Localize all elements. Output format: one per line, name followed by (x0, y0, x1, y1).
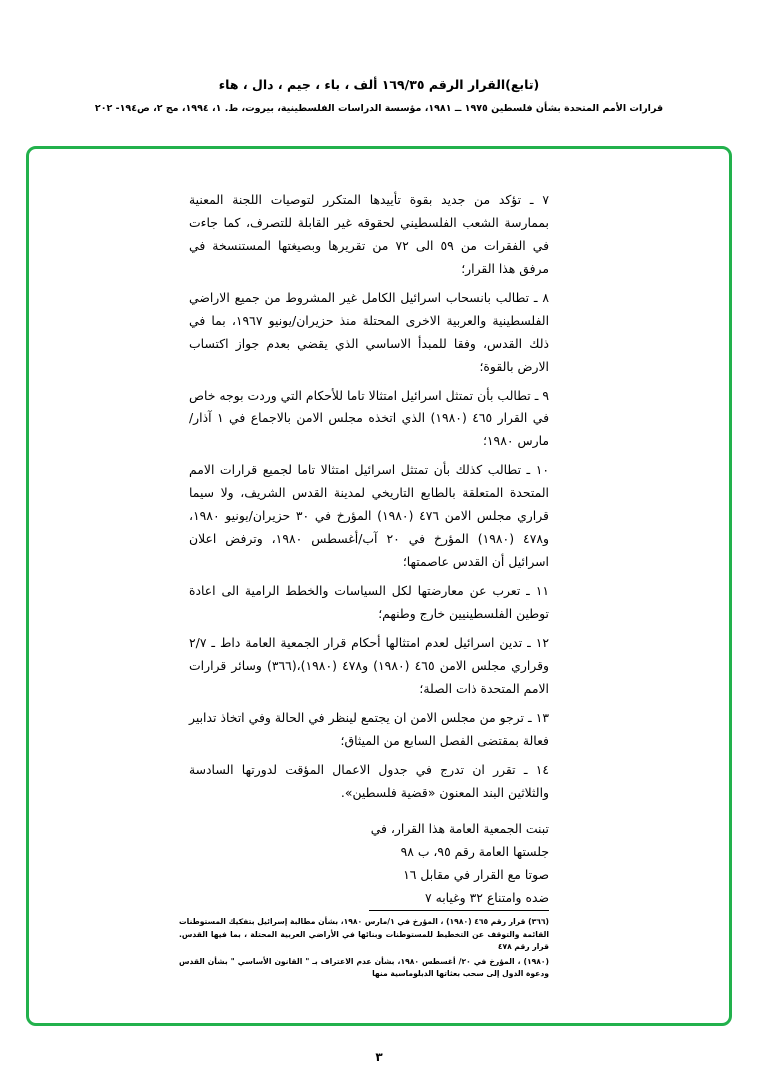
header-subtitle: قرارات الأمم المتحدة بشأن فلسطين ١٩٧٥ ــ ١٩٨١، مؤسسة الدراسات الفلسطينية، بيروت، ط. ١، ١٩٩٤، مج ٢، ص١٩٤- ٢٠٢ (94, 102, 664, 114)
paragraph: ١١ ـ تعرب عن معارضتها لكل السياسات والخطط الرامية الى اعادة توطين الفلسطينيين خارج وطنهم؛ (189, 583, 549, 621)
footnote-item: (٣٦٦) قرار رقم ٤٦٥ (١٩٨٠) ، المؤرخ في ١/مارس ١٩٨٠، بشأن مطالبة إسرائيل بتفكيك المستوطنات القائمة والتوقف عن التخطيط للمستوطنات وبنائها في الأراضي العربية المحتلة ، بما فيها القدس. قرار رقم ٤٧٨ (179, 917, 549, 952)
green-border-frame (26, 146, 732, 1026)
adoption-note (189, 818, 549, 910)
page-number: ٣ (375, 1050, 383, 1064)
paragraph: ١٣ ـ ترجو من مجلس الامن ان يجتمع لينظر في الحالة وفي اتخاذ تدابير فعالة بمقتضى الفصل السابع من الميثاق؛ (189, 709, 549, 748)
paragraph: ٧ ـ تؤكد من جديد بقوة تأييدها المتكرر لتوصيات اللجنة المعنية بممارسة الشعب الفلسطيني لحقوقه غير القابلة للتصرف، كما جاءت في الفقرات من ٥٩ الى ٧٢ من تقريرها وبصيغتها المستنسخة في مرفق هذا القرار؛ (189, 192, 549, 276)
resolution-body (189, 189, 549, 910)
adoption-line: جلستها العامة رقم ٩٥، ب ٩٨ (400, 844, 549, 860)
footnote-item: (١٩٨٠) ، المؤرخ في ٢٠/ أغسطس ١٩٨٠، بشأن عدم الاعتراف بـ " القانون الأساسي " بشأن القدس ودعوة الدول إلى سحب بعثاتها الدبلوماسية منها (179, 956, 549, 979)
paragraph: ١٢ ـ تدين اسرائيل لعدم امتثالها أحكام قرار الجمعية العامة داط ـ ٢/٧ وقراري مجلس الامن ٤٦٥ (١٩٨٠) و٤٧٨ (١٩٨٠)،(٣٦٦) وسائر قرارات الامم المتحدة ذات الصلة؛ (189, 634, 550, 696)
paragraph: ١٠ ـ تطالب كذلك بأن تمتثل اسرائيل امتثالا تاما لجميع قرارات الامم المتحدة المتعلقة بالطابع التاريخي لمدينة القدس الشريف، ولا سيما قراري مجلس الامن ٤٧٦ (١٩٨٠) المؤرخ في ٣٠ حزيران/يونيو ١٩٨٠، و٤٧٨ (١٩٨٠) المؤرخ في ٢٠ آب/أغسطس ١٩٨٠، وترفض اعلان اسرائيل أن القدس عاصمتها؛ (189, 462, 549, 570)
paragraph: ٩ ـ تطالب بأن تمتثل اسرائيل امتثالا تاما للأحكام التي وردت بوجه خاص في القرار ٤٦٥ (١٩٨٠) الذي اتخذه مجلس الامن بالاجماع في ١ آذار/مارس ١٩٨٠؛ (189, 387, 549, 449)
paragraph: ٨ ـ تطالب بانسحاب اسرائيل الكامل غير المشروط من جميع الاراضي الفلسطينية والعربية الاخرى المحتلة منذ حزيران/يونيو ١٩٦٧، بما في ذلك القدس، وفقا للمبدأ الاساسي الذي يقضي بعدم جواز اكتساب الارض بالقوة؛ (189, 289, 550, 374)
paragraph: ١٤ ـ تقرر ان تدرج في جدول الاعمال المؤقت لدورتها السادسة والثلاثين البند المعنون «قضية فلسطين». (189, 761, 549, 800)
footnotes (179, 910, 549, 983)
footnote-separator (369, 910, 549, 911)
adoption-line: صوتا مع القرار في مقابل ١٦ (403, 867, 549, 883)
adoption-line: ضده وامتناع ٣٢ وغيابه ٧ (424, 890, 549, 906)
header-title: (تابع)القرار الرقم ١٦٩/٣٥ ألف ، باء ، جيم ، دال ، هاء (218, 77, 540, 92)
page-header (0, 0, 758, 115)
adoption-line: تبنت الجمعية العامة هذا القرار، في (370, 821, 549, 837)
